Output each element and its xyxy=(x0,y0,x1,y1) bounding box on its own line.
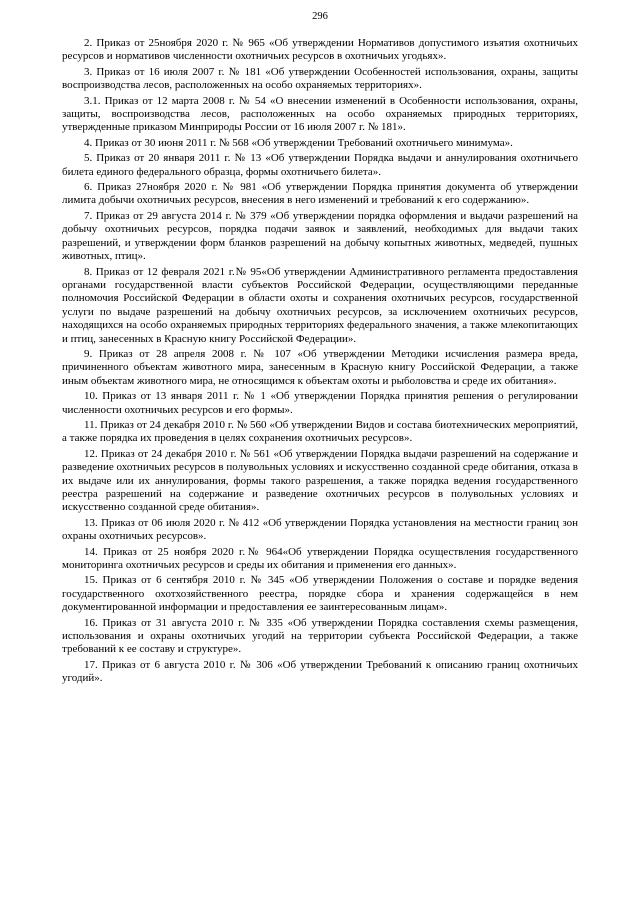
order-list xyxy=(62,37,578,686)
list-item: 8. Приказ от 12 февраля 2021 г.№ 95«Об утверждении Административного регламента предоставления органами государственной власти субъектов Российской Федерации, осуществляющими переданные полномочия Российской Федерации в области охоты и сохранения охотничьих ресурсов, государственной услуги по выдаче разрешений на добычу охотничьих ресурсов, за исключением охотничьих ресурсов, находящихся на особо охраняемых природных территориях федерального значения, а также млекопитающих и птиц, занесенных в Красную книгу Российской Федерации». xyxy=(62,265,578,345)
list-item: 4. Приказ от 30 июня 2011 г. № 568 «Об утверждении Требований охотничьего минимума». xyxy=(84,136,513,149)
list-item: 9. Приказ от 28 апреля 2008 г. № 107 «Об утверждении Методики исчисления размера вреда, причиненного объектам животного мира, занесенным в Красную книгу Российской Федерации, а также иным объектам животного мира, не относящимся к объектам охоты и рыболовства и среде их обитания». xyxy=(62,347,578,387)
list-item: 3. Приказ от 16 июля 2007 г. № 181 «Об утверждении Особенностей использования, охраны, защиты воспроизводства лесов, расположенных на особо охраняемых территориях». xyxy=(62,65,578,92)
list-item: 14. Приказ от 25 ноября 2020 г.№ 964«Об утверждении Порядка осуществления государственного мониторинга охотничьих ресурсов и среды их обитания и применения его данных». xyxy=(62,545,578,572)
list-item: 12. Приказ от 24 декабря 2010 г. № 561 «Об утверждении Порядка выдачи разрешений на содержание и разведение охотничьих ресурсов в полувольных условиях и искусственно созданной среде обитания, отказа в их выдаче или их аннулирования, формы такого разрешения, а также порядка ведения государственного реестра разрешений на содержание и разведение охотничьих ресурсов в полувольных условиях и искусственно созданной среде обитания». xyxy=(62,447,578,514)
list-item: 6. Приказ 27ноября 2020 г. № 981 «Об утверждении Порядка принятия документа об утверждении лимита добычи охотничьих ресурсов, внесения в него изменений и требований к его содержанию». xyxy=(62,181,578,207)
list-item: 13. Приказ от 06 июля 2020 г. № 412 «Об утверждении Порядка установления на местности границ зон охраны охотничьих ресурсов». xyxy=(62,516,578,543)
document-page xyxy=(62,10,578,688)
list-item: 7. Приказ от 29 августа 2014 г. № 379 «Об утверждении порядка оформления и выдачи разрешений на добычу охотничьих ресурсов, порядка подачи заявок и заявлений, необходимых для выдачи таких разрешений, и утверждении форм бланков разрешений на добычу копытных животных, медведей, пушных животных, птиц». xyxy=(62,209,578,263)
list-item: 15. Приказ от 6 сентября 2010 г. № 345 «Об утверждении Положения о составе и порядке ведения государственного охотхозяйственного реестра, порядке сбора и хранения содержащейся в нем документированной информации и предоставления ее заинтересованным лицам». xyxy=(62,574,578,614)
list-item: 16. Приказ от 31 августа 2010 г. № 335 «Об утверждении Порядка составления схемы размещения, использования и охраны охотничьих угодий на территории субъекта Российской Федерации, а также требований к ее составу и структуре». xyxy=(62,616,578,656)
list-item: 2. Приказ от 25ноября 2020 г. № 965 «Об утверждении Нормативов допустимого изъятия охотничьих ресурсов и нормативов численности охотничьих ресурсов в охотничьих угодьях». xyxy=(62,37,578,63)
list-item: 17. Приказ от 6 августа 2010 г. № 306 «Об утверждении Требований к описанию границ охотничьих угодий». xyxy=(62,658,578,685)
list-item: 5. Приказ от 20 января 2011 г. № 13 «Об утверждении Порядка выдачи и аннулирования охотничьего билета единого федерального образца, формы охотничьего билета». xyxy=(62,152,578,178)
list-item: 10. Приказ от 13 января 2011 г. № 1 «Об утверждении Порядка принятия решения о регулировании численности охотничьих ресурсов и его формы». xyxy=(62,390,578,416)
list-item: 11. Приказ от 24 декабря 2010 г. № 560 «Об утверждении Видов и состава биотехнических мероприятий, а также порядка их проведения в целях сохранения охотничьих ресурсов». xyxy=(62,418,578,445)
list-item: 3.1. Приказ от 12 марта 2008 г. № 54 «О внесении изменений в Особенности использования, охраны, защиты, воспроизводства лесов, расположенных на особо охраняемых природных территориях, утвержденные приказом Минприроды России от 16 июля 2007 г. № 181». xyxy=(62,94,578,134)
page-number: 296 xyxy=(312,11,328,22)
